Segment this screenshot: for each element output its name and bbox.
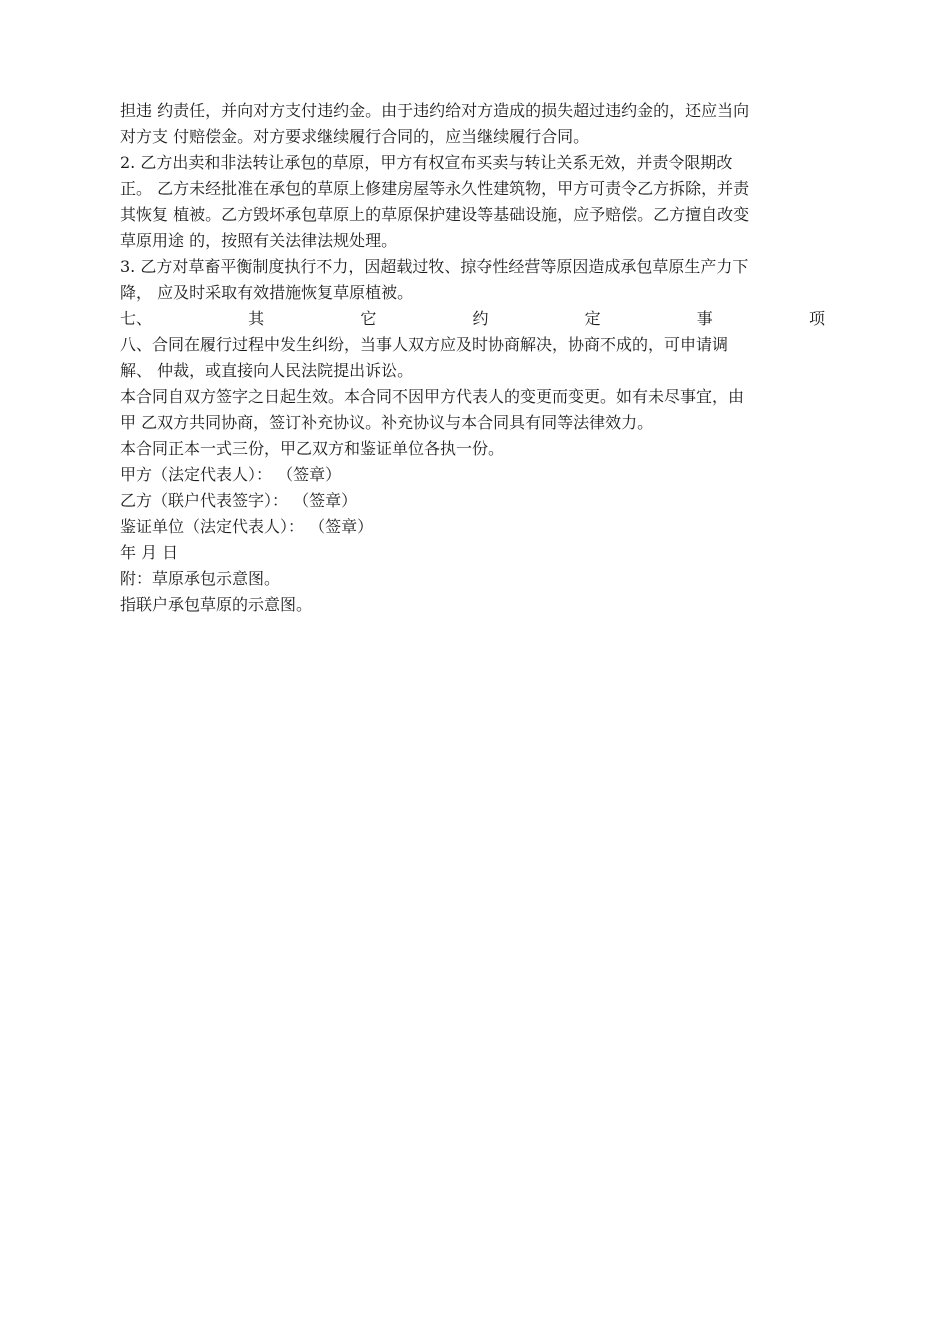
paragraph-line: 对方支 付赔偿金。对方要求继续履行合同的，应当继续履行合同。 bbox=[120, 127, 590, 146]
paragraph-line: 3. 乙方对草畜平衡制度执行不力，因超载过牧、掠夺性经营等原因造成承包草原生产力下 bbox=[120, 257, 749, 276]
date-line: 年 月 日 bbox=[120, 543, 179, 562]
paragraph-line: 2. 乙方出卖和非法转让承包的草原，甲方有权宣布买卖与转让关系无效，并责令限期改 bbox=[120, 153, 733, 172]
paragraph-line: 八、合同在履行过程中发生纠纷，当事人双方应及时协商解决，协商不成的，可申请调 bbox=[120, 335, 729, 354]
paragraph-line: 其恢复 植被。乙方毁坏承包草原上的草原保护建设等基础设施，应予赔偿。乙方擅自改变 bbox=[120, 205, 750, 224]
heading-char: 其 bbox=[248, 309, 265, 328]
signature-line-party-b: 乙方（联户代表签字）： （签章） bbox=[120, 491, 358, 510]
heading-char: 事 bbox=[696, 309, 713, 328]
heading-char: 约 bbox=[472, 309, 489, 328]
heading-char: 它 bbox=[360, 309, 377, 328]
document-body bbox=[120, 98, 840, 618]
paragraph-line: 解、 仲裁，或直接向人民法院提出诉讼。 bbox=[120, 361, 414, 380]
attachment-note: 指联户承包草原的示意图。 bbox=[120, 595, 313, 614]
paragraph-line: 正。 乙方未经批准在承包的草原上修建房屋等永久性建筑物，甲方可责令乙方拆除，并责 bbox=[120, 179, 750, 198]
paragraph-line: 甲 乙双方共同协商，签订补充协议。补充协议与本合同具有同等法律效力。 bbox=[120, 413, 654, 432]
section-heading-other-terms bbox=[120, 306, 825, 332]
paragraph-line: 草原用途 的，按照有关法律法规处理。 bbox=[120, 231, 398, 250]
paragraph-line: 本合同正本一式三份，甲乙双方和鉴证单位各执一份。 bbox=[120, 439, 505, 458]
heading-char: 项 bbox=[808, 309, 825, 328]
paragraph-line: 降， 应及时采取有效措施恢复草原植被。 bbox=[120, 283, 414, 302]
paragraph-line: 本合同自双方签字之日起生效。本合同不因甲方代表人的变更而变更。如有未尽事宜，由 bbox=[120, 387, 745, 406]
heading-char: 定 bbox=[584, 309, 601, 328]
heading-char: 七、 bbox=[120, 309, 153, 328]
signature-line-party-a: 甲方（法定代表人）： （签章） bbox=[120, 465, 342, 484]
paragraph-line: 担违 约责任，并向对方支付违约金。由于违约给对方造成的损失超过违约金的，还应当向 bbox=[120, 101, 750, 120]
attachment-line: 附：草原承包示意图。 bbox=[120, 569, 281, 588]
signature-line-verifier: 鉴证单位（法定代表人）： （签章） bbox=[120, 517, 374, 536]
